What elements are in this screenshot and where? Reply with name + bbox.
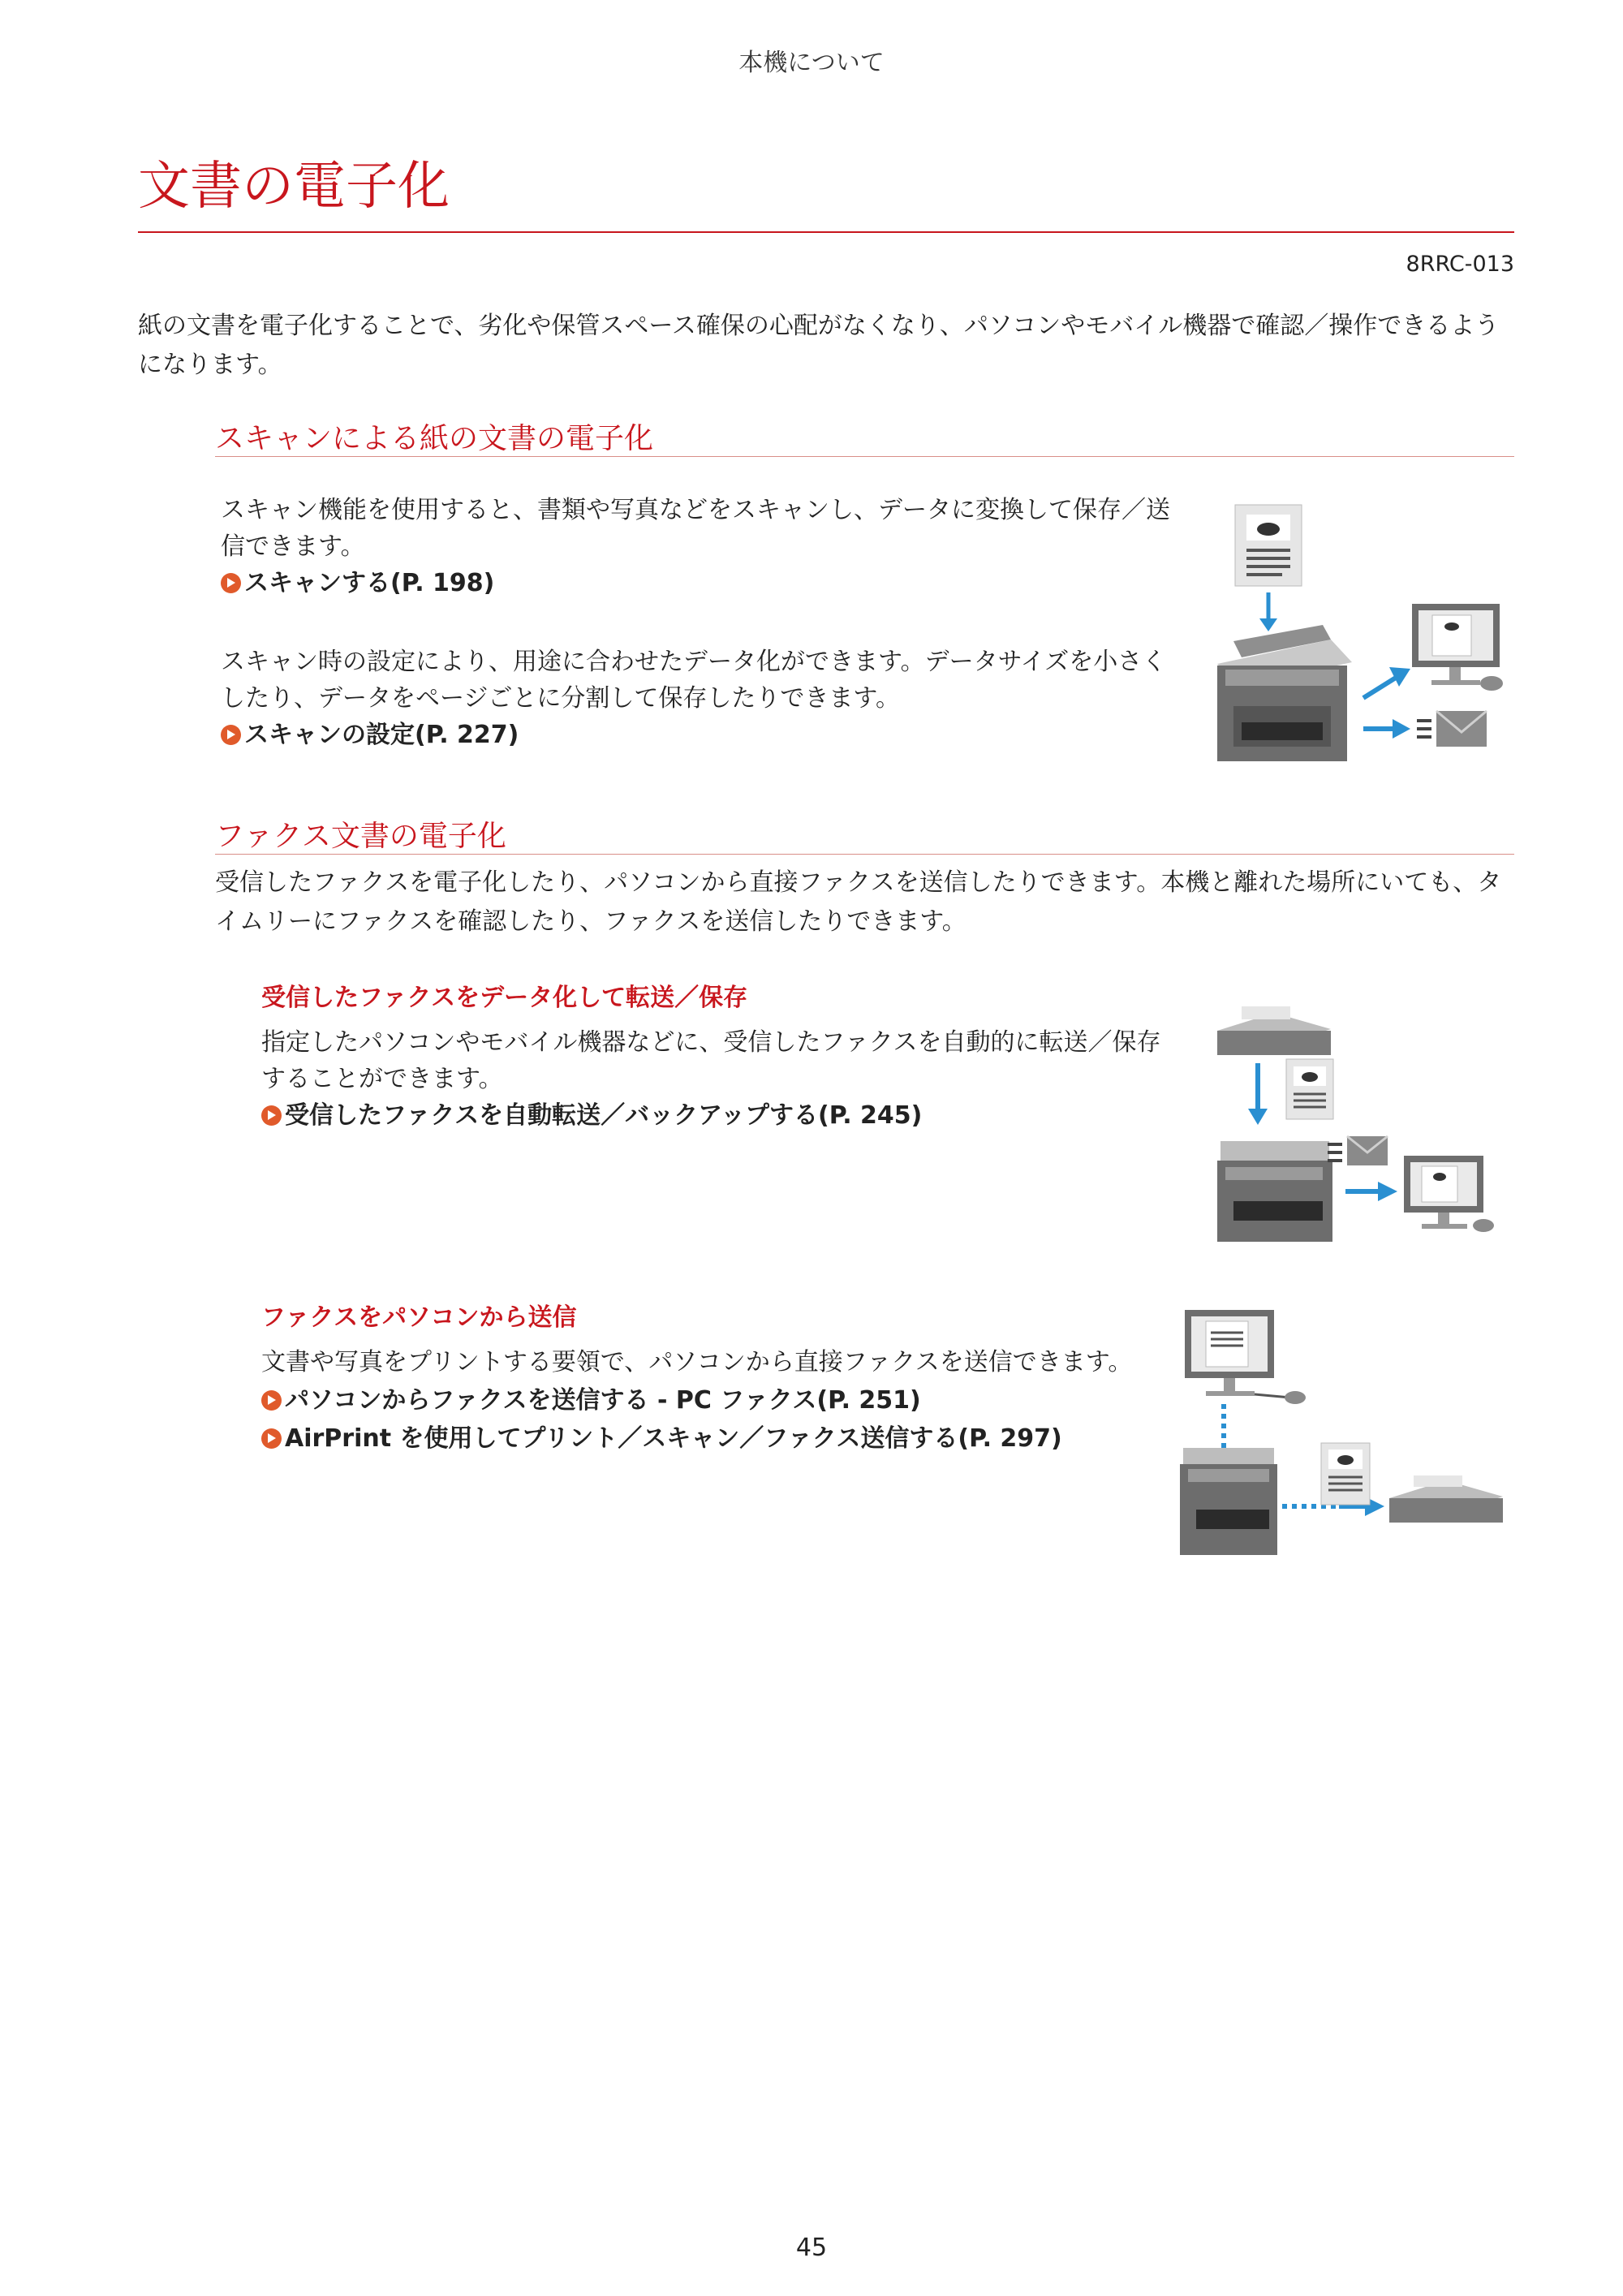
computer-monitor-icon <box>1185 1310 1306 1404</box>
scan-paragraph-2: スキャン時の設定により、用途に合わせたデータ化ができます。データサイズを小さくしたり、データをページごとに分割して保存したりできます。 <box>221 648 1167 713</box>
section-heading-fax: ファクス文書の電子化 <box>215 820 506 853</box>
link-arrow-icon <box>221 725 241 745</box>
link-arrow-icon <box>221 573 241 593</box>
fax-forward-illustration <box>1209 982 1518 1250</box>
link-airprint[interactable] <box>261 1420 1062 1457</box>
link-scan[interactable] <box>221 565 494 601</box>
document-code: 8RRC-013 <box>1406 252 1514 277</box>
section-rule <box>215 854 1514 855</box>
intro-paragraph: 紙の文書を電子化することで、劣化や保管スペース確保の心配がなくなり、パソコンやモバイル機器で確認／操作できるようになります。 <box>138 312 1500 379</box>
subsection-heading-pc-fax: ファクスをパソコンから送信 <box>261 1303 577 1332</box>
link-scan-settings[interactable] <box>221 717 519 753</box>
page-number: 45 <box>795 2234 828 2262</box>
arrow-down-icon <box>1248 1063 1268 1125</box>
fax-machine-icon <box>1217 1006 1331 1055</box>
computer-monitor-icon <box>1404 1156 1494 1232</box>
link-arrow-icon <box>261 1428 282 1449</box>
document-icon <box>1286 1059 1333 1119</box>
title-rule <box>138 231 1514 233</box>
link-airprint-label[interactable]: AirPrint を使用してプリント／スキャン／ファクス送信する(P. 297) <box>285 1424 1062 1453</box>
multifunction-printer-icon <box>1217 625 1352 761</box>
link-fax-forward-label[interactable]: 受信したファクスを自動転送／バックアップする(P. 245) <box>285 1101 923 1130</box>
fax-intro-paragraph: 受信したファクスを電子化したり、パソコンから直接ファクスを送信したりできます。本機と離れた場所にいても、タイムリーにファクスを確認したり、ファクスを送信したりできます。 <box>215 868 1502 936</box>
multifunction-printer-icon <box>1217 1141 1332 1242</box>
document-icon <box>1235 505 1302 586</box>
pc-fax-paragraph: 文書や写真をプリントする要領で、パソコンから直接ファクスを送信できます。 <box>261 1348 1133 1376</box>
multifunction-printer-icon <box>1180 1448 1277 1555</box>
pc-fax-illustration <box>1177 1307 1518 1566</box>
section-rule <box>215 456 1514 457</box>
computer-monitor-icon <box>1412 604 1503 691</box>
arrow-up-right-icon <box>1363 667 1410 698</box>
scan-illustration <box>1209 503 1518 763</box>
fax-forward-paragraph: 指定したパソコンやモバイル機器などに、受信したファクスを自動的に転送／保存することができます。 <box>261 1028 1161 1093</box>
document-icon <box>1321 1443 1370 1505</box>
link-pc-fax[interactable] <box>261 1382 921 1419</box>
link-arrow-icon <box>261 1105 282 1126</box>
link-pc-fax-label[interactable]: パソコンからファクスを送信する - PC ファクス(P. 251) <box>285 1386 921 1415</box>
fax-machine-icon <box>1389 1475 1503 1523</box>
link-arrow-icon <box>261 1390 282 1411</box>
subsection-heading-fax-forward: 受信したファクスをデータ化して転送／保存 <box>261 984 748 1012</box>
link-scan-label[interactable]: スキャンする(P. 198) <box>244 569 495 597</box>
section-heading-scan: スキャンによる紙の文書の電子化 <box>215 422 654 455</box>
link-fax-forward[interactable] <box>261 1097 922 1134</box>
email-icon <box>1328 1136 1388 1165</box>
link-scan-settings-label[interactable]: スキャンの設定(P. 227) <box>244 721 519 749</box>
arrow-right-icon <box>1345 1182 1397 1201</box>
running-header: 本機について <box>738 49 885 77</box>
scan-paragraph-1: スキャン機能を使用すると、書類や写真などをスキャンし、データに変換して保存／送信できます。 <box>221 496 1170 561</box>
email-icon <box>1417 711 1487 747</box>
page-title: 文書の電子化 <box>138 157 450 217</box>
arrow-down-icon <box>1259 592 1277 631</box>
arrow-right-icon <box>1363 719 1410 739</box>
